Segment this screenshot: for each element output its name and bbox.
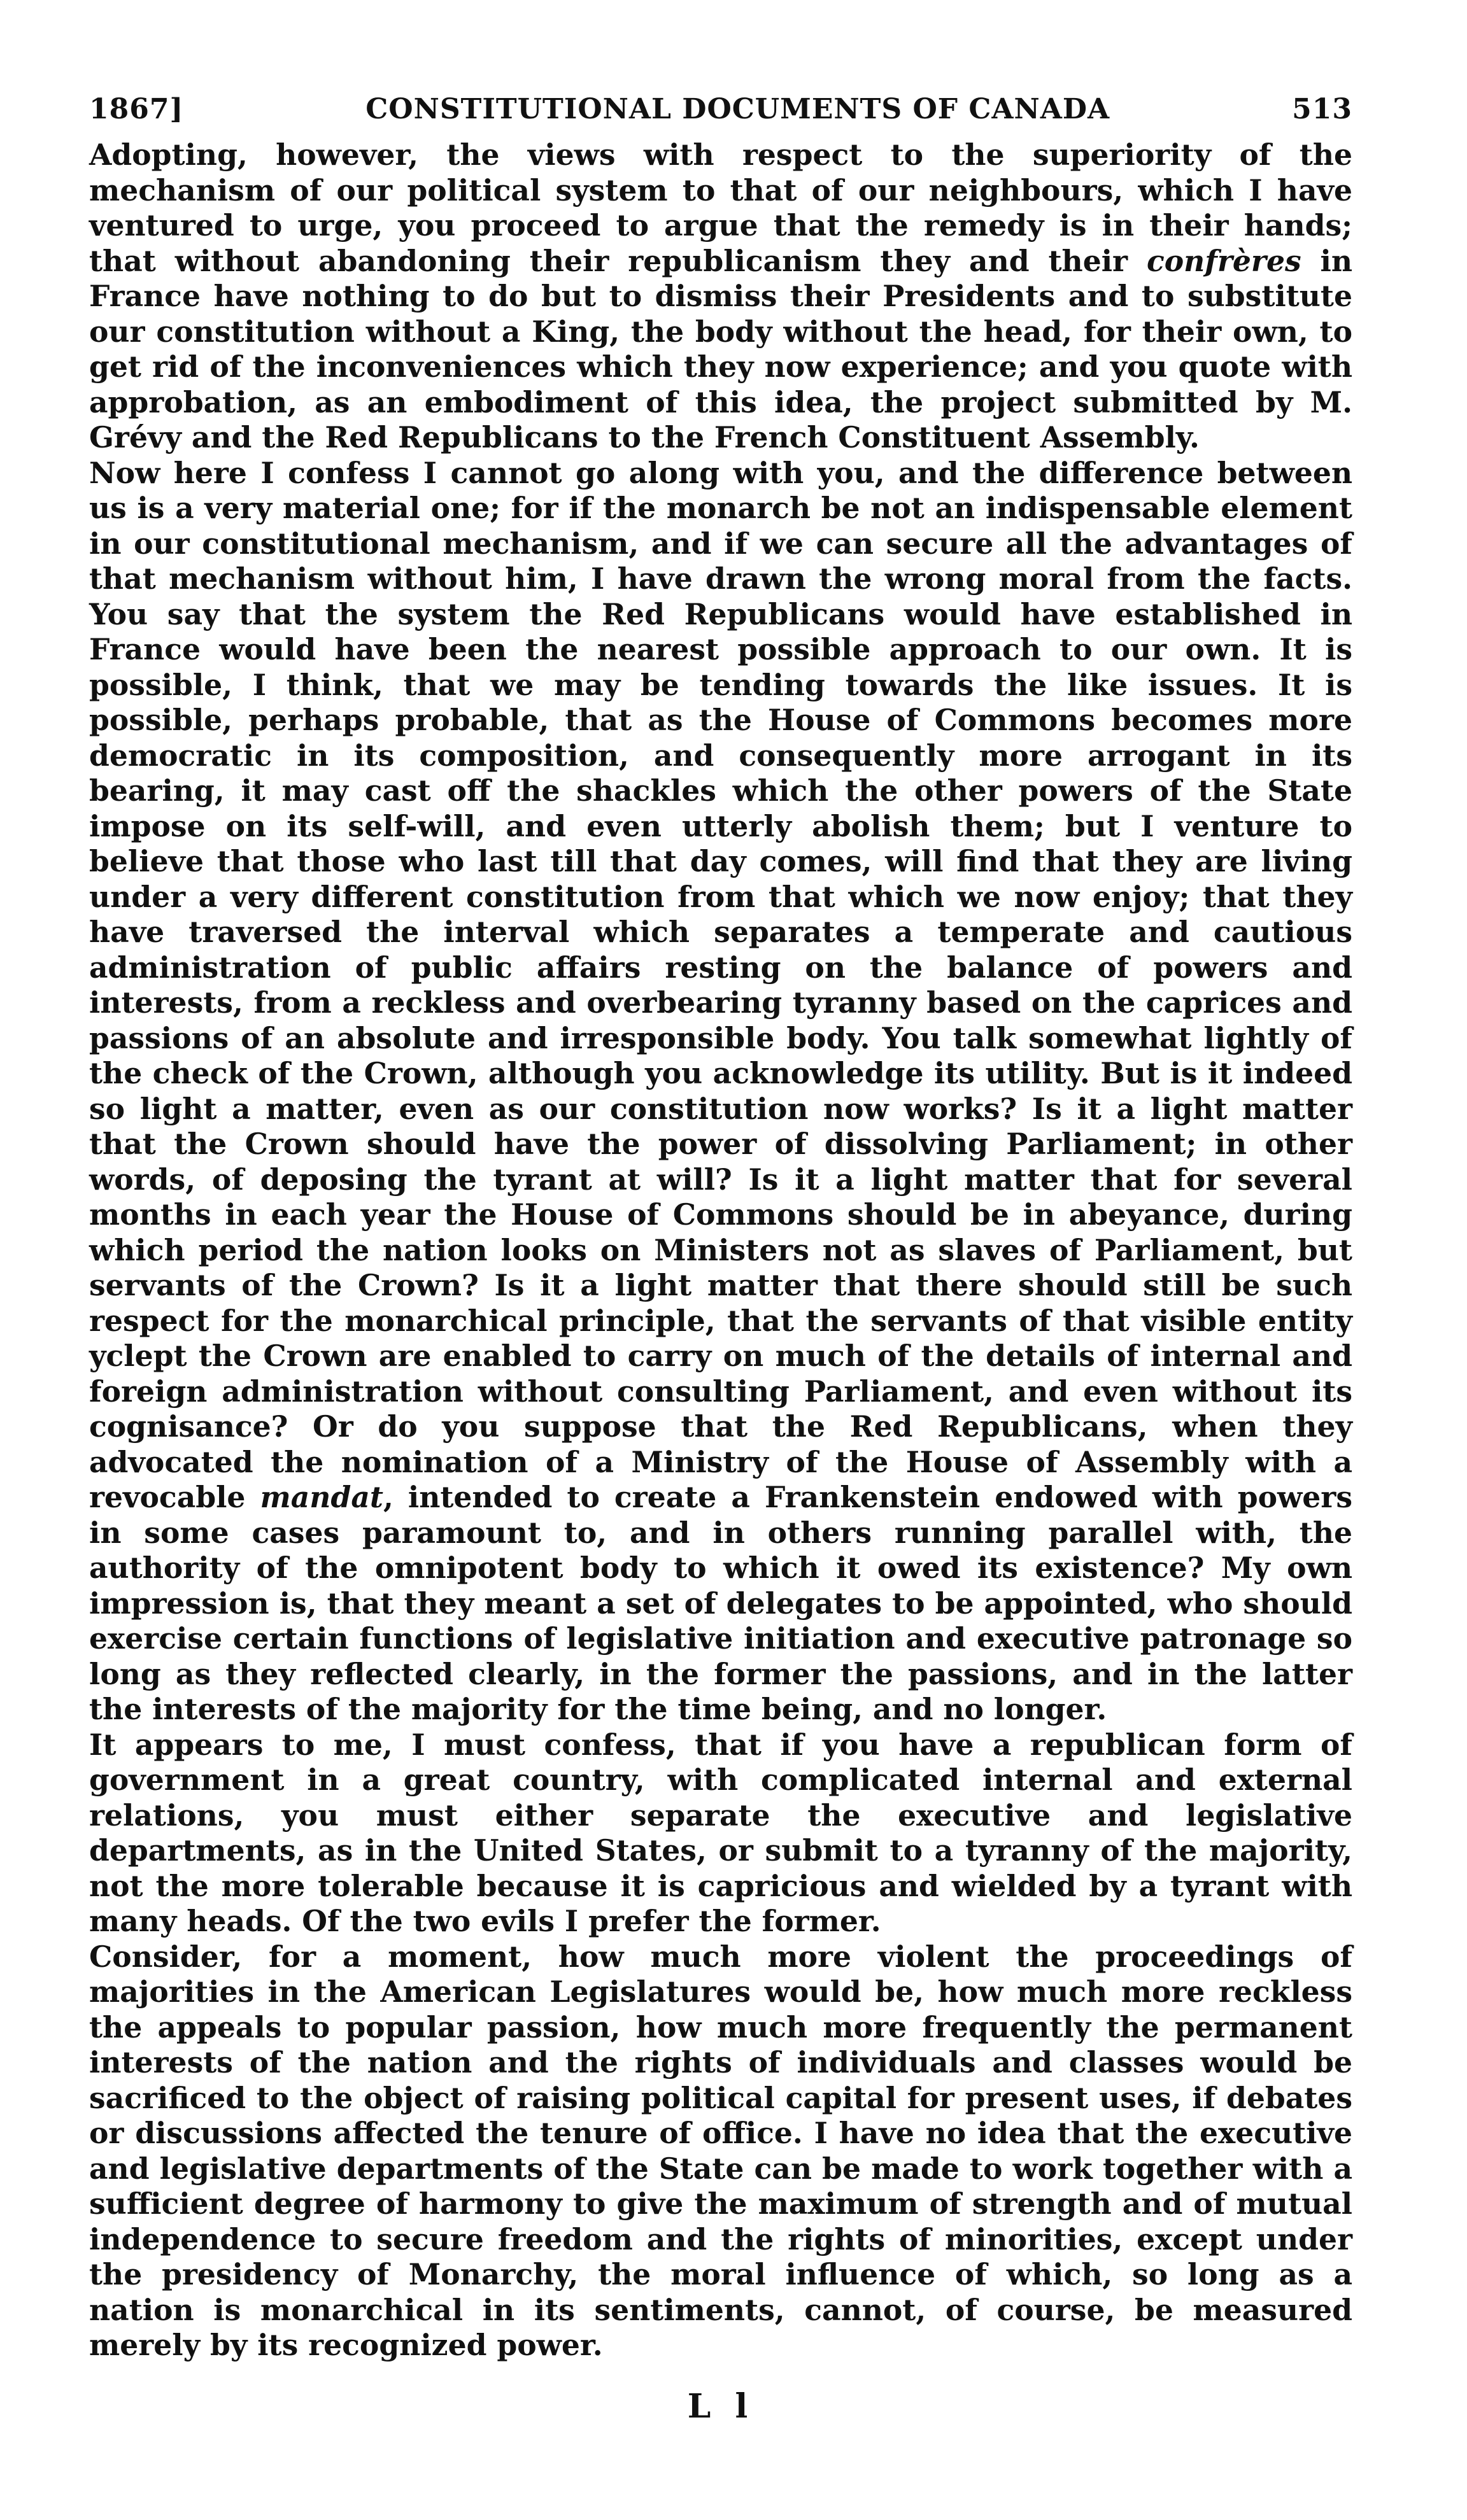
- header-title: CONSTITUTIONAL DOCUMENTS OF CANADA: [365, 93, 1110, 125]
- body-text: [89, 137, 1352, 2363]
- paragraph-text: It appears to me, I must confess, that if you have a republican form of government in a great country, with complicated internal and external relations, you must either separate the executive and legislative departments, as in the United States, or submit to a tyranny of the majority, not the more tolerable because it is capricious and wielded by a tyrant with many heads. Of the two evils I prefer the former.: [89, 1727, 1352, 1938]
- paragraph-text: Now here I confess I cannot go along with you, and the difference between us is a very material one; for if the monarch be not an indispensable element in our constitutional mechanism, and if we can secure all the advantages of that mechanism without him, I have drawn the wrong moral from the facts. You say that the system the Red Republicans would have established in France would have been the nearest possible approach to our own. It is possible, I think, that we may be tending towards the like issues. It is possible, perhaps probable, that as the House of Commons becomes more democratic in its composition, and consequently more arrogant in its bearing, it may cast off the shackles which the other powers of the State impose on its self-will, and even utterly abolish them; but I venture to believe that those who last till that day comes, will find that they are living under a very different constitution from that which we now enjoy; that they have traversed the interval which separates a temperate and cautious administration of public affairs resting on the balance of powers and interests, from a reckless and overbearing tyranny based on the caprices and passions of an absolute and irresponsible body. You talk somewhat lightly of the check of the Crown, although you acknowledge its utility. But is it indeed so light a matter, even as our constitution now works? Is it a light matter that the Crown should have the power of dissolving Parliament; in other words, of deposing the tyrant at will? Is it a light matter that for several months in each year the House of Commons should be in abeyance, during which period the nation looks on Ministers not as slaves of Parliament, but servants of the Crown? Is it a light matter that there should still be such respect for the monarchical principle, that the servants of that visible entity yclept the Crown are enabled to carry on much of the details of internal and foreign administration without consulting Parliament, and even without its cognisance? Or do you suppose that the Red Republicans, when they advocated the nomination of a Ministry of the House of Assembly with a revocable: [89, 455, 1352, 1514]
- paragraph: [89, 1939, 1352, 2363]
- paragraph-text: Adopting, however, the views with respect to the superiority of the mechanism of our political system to that of our neighbours, which I have ventured to urge, you proceed to argue that the remedy is in their hands; that without abandoning their republicanism they and their: [89, 137, 1352, 278]
- page-number: 513: [1292, 93, 1352, 125]
- paragraph: [89, 137, 1352, 456]
- header-year: 1867]: [89, 93, 184, 125]
- paragraph-text: , intended to create a Frankenstein endowed with powers in some cases paramount to, and in others running parallel with, the authority of the omnipotent body to which it owed its existence? My own impression is, that they meant a set of delegates to be appointed, who should exercise certain functions of legislative initiation and executive patronage so long as they reflected clearly, in the former the passions, and in the latter the interests of the majority for the time being, and no longer.: [89, 1480, 1352, 1726]
- paragraph: [89, 456, 1352, 1728]
- paragraph-text: Consider, for a moment, how much more violent the proceedings of majorities in the American Legislatures would be, how much more reckless the appeals to popular passion, how much more frequently the permanent interests of the nation and the rights of individuals and classes would be sacrificed to the object of raising political capital for present uses, if debates or discussions affected the tenure of office. I have no idea that the executive and legislative departments of the State can be made to work together with a sufficient degree of harmony to give the maximum of strength and of mutual independence to secure freedom and the rights of minorities, except under the presidency of Monarchy, the moral influence of which, so long as a nation is monarchical in its sentiments, cannot, of course, be measured merely by its recognized power.: [89, 1939, 1352, 2362]
- italic-term: mandat: [260, 1480, 383, 1514]
- italic-term: confrères: [1146, 243, 1301, 278]
- paragraph: [89, 1728, 1352, 1939]
- running-head: [89, 95, 1352, 123]
- document-page: [89, 95, 1352, 2489]
- signature-mark: L l: [687, 2387, 755, 2426]
- paragraph-text: in France have nothing to do but to dismiss their Presidents and to substitute our constitution without a King, the body without the head, for their own, to get rid of the inconveniences which they now experience; and you quote with approbation, as an embodiment of this idea, the project submitted by M. Grévy and the Red Republicans to the French Constituent Assembly.: [89, 243, 1353, 454]
